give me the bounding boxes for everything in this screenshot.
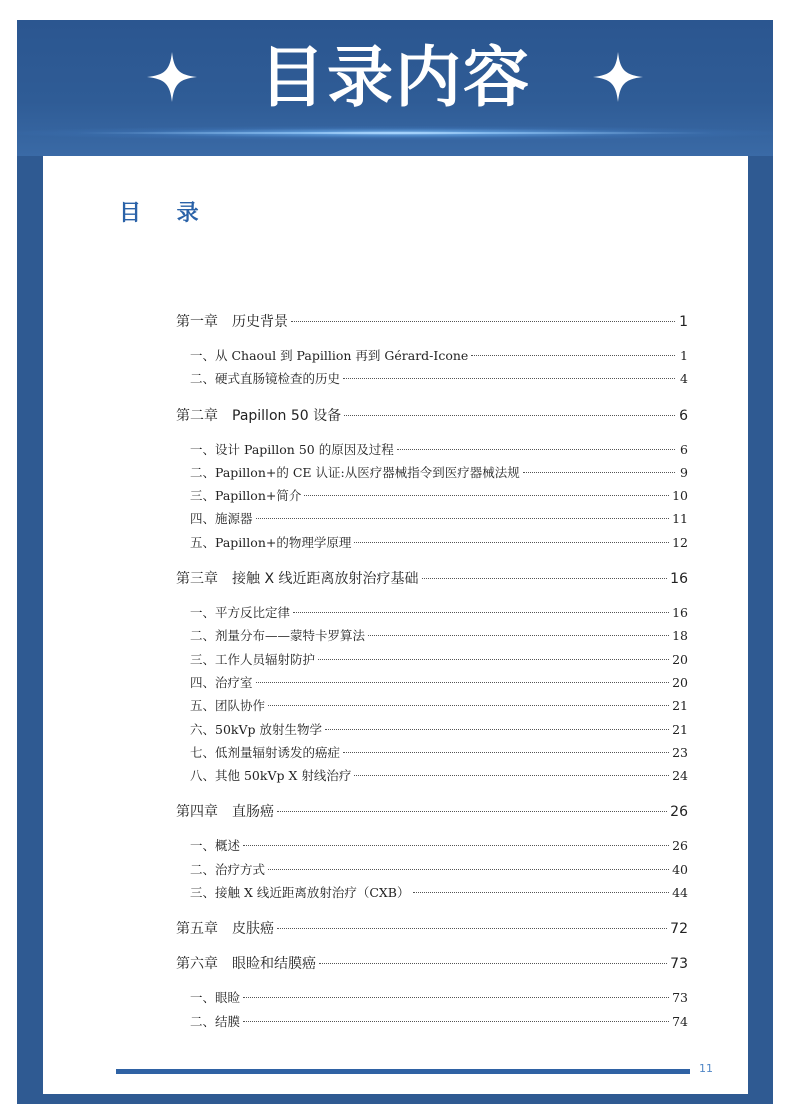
toc-section-entry[interactable]	[176, 486, 688, 509]
toc-entry-title: 四、施源器	[190, 511, 253, 527]
toc-entry-title: 二、剂量分布——蒙特卡罗算法	[190, 628, 366, 644]
toc-section-entry[interactable]	[176, 1012, 688, 1035]
toc-entry-title: 二、Papillon+的 CE 认证:从医疗器械指令到医疗器械法规	[190, 464, 520, 480]
toc-page-number: 18	[672, 628, 688, 644]
toc-entry-title: 一、设计 Papillon 50 的原因及过程	[190, 441, 394, 457]
dot-leader	[243, 1021, 669, 1022]
toc-section-entry[interactable]	[176, 883, 688, 906]
toc-section-entry[interactable]	[176, 603, 688, 626]
toc-page-number: 6	[680, 441, 688, 457]
toc-entry-title	[176, 801, 274, 821]
toc-page-number: 10	[672, 488, 688, 504]
toc-section-entry[interactable]	[176, 650, 688, 673]
toc-entry-title: 四、治疗室	[190, 674, 253, 690]
toc-page-number: 20	[672, 651, 688, 667]
toc-entry-title	[176, 405, 341, 425]
toc-entry-title: 三、Papillon+简介	[190, 488, 302, 504]
toc-section-entry[interactable]	[176, 743, 688, 766]
toc-entry-title: 五、团队协作	[190, 698, 266, 714]
page-number: 11	[699, 1062, 713, 1075]
toc-page-number: 6	[679, 407, 688, 424]
toc-page	[43, 156, 748, 1094]
dot-leader	[343, 378, 675, 379]
toc-page-number: 12	[672, 534, 688, 550]
toc-page-number: 73	[672, 990, 688, 1006]
toc-page-number: 26	[670, 804, 688, 821]
toc-entry-title	[176, 953, 316, 973]
page-heading: 目 录	[119, 200, 213, 226]
toc-page-number: 72	[670, 921, 688, 938]
dot-leader	[523, 472, 675, 473]
toc-entry-title	[176, 311, 288, 331]
chapter-title: 接触 X 线近距离放射治疗基础	[232, 571, 419, 588]
toc-section-entry[interactable]	[176, 720, 688, 743]
toc-page-number: 74	[672, 1013, 688, 1029]
toc-entry-title: 一、平方反比定律	[190, 605, 291, 621]
dot-leader	[354, 775, 669, 776]
toc-page-number: 11	[672, 511, 688, 527]
dot-leader	[344, 415, 675, 416]
toc-entry-title: 二、结膜	[190, 1013, 241, 1029]
toc-entry-title	[176, 568, 419, 588]
toc-entry-title: 二、治疗方式	[190, 861, 266, 877]
dot-leader	[319, 963, 667, 964]
toc-entry-title: 六、50kVp 放射生物学	[190, 721, 322, 737]
dot-leader	[304, 495, 669, 496]
chapter-title: Papillon 50 设备	[232, 407, 342, 424]
dot-leader	[397, 449, 675, 450]
dot-leader	[256, 682, 670, 683]
dot-leader	[368, 635, 669, 636]
toc-page-number: 23	[672, 744, 688, 760]
toc-section-entry[interactable]	[176, 988, 688, 1011]
toc-chapter-entry[interactable]	[176, 568, 688, 591]
toc-page-number: 1	[679, 314, 688, 330]
toc-section-entry[interactable]	[176, 836, 688, 859]
toc-page-number: 1	[680, 348, 688, 363]
toc-page-number: 16	[672, 605, 688, 621]
toc-entry-title: 一、概述	[190, 838, 241, 854]
toc-section-entry[interactable]	[176, 463, 688, 486]
toc-section-entry[interactable]	[176, 509, 688, 532]
toc-entry-title: 三、接触 X 线近距离放射治疗（CXB）	[190, 885, 410, 901]
dot-leader	[268, 869, 669, 870]
toc-entry-title: 八、其他 50kVp X 射线治疗	[190, 768, 352, 784]
chapter-title: 直肠癌	[232, 804, 274, 821]
toc-section-entry[interactable]	[176, 860, 688, 883]
toc-chapter-entry[interactable]	[176, 918, 688, 941]
toc-entry-title: 二、硬式直肠镜检查的历史	[190, 371, 341, 387]
toc-entry-title: 七、低剂量辐射诱发的癌症	[190, 744, 341, 760]
toc-page-number: 73	[670, 956, 688, 973]
banner	[17, 20, 773, 156]
dot-leader	[243, 997, 669, 998]
toc-page-number: 4	[680, 371, 688, 387]
toc-page-number: 21	[672, 721, 688, 737]
toc-entry-title: 一、眼睑	[190, 990, 241, 1006]
toc-section-entry[interactable]	[176, 673, 688, 696]
dot-leader	[277, 811, 667, 812]
chapter-title: 皮肤癌	[232, 921, 274, 938]
toc-section-entry[interactable]	[176, 369, 688, 392]
toc-section-entry[interactable]	[176, 766, 688, 789]
chapter-number: 第五章	[176, 921, 218, 938]
toc-chapter-entry[interactable]	[176, 953, 688, 976]
dot-leader	[291, 321, 675, 322]
toc-entry-title: 五、Papillon+的物理学原理	[190, 534, 352, 550]
toc-section-entry[interactable]	[176, 696, 688, 719]
dot-leader	[243, 845, 669, 846]
chapter-number: 第四章	[176, 804, 218, 821]
dot-leader	[325, 729, 669, 730]
dot-leader	[318, 659, 669, 660]
table-of-contents	[176, 311, 688, 1035]
chapter-number: 第一章	[176, 314, 218, 330]
dot-leader	[293, 612, 669, 613]
toc-section-entry[interactable]	[176, 533, 688, 556]
toc-page-number: 40	[672, 861, 688, 877]
toc-entry-title: 三、工作人员辐射防护	[190, 651, 316, 667]
footer-bar	[116, 1069, 690, 1074]
dot-leader	[268, 705, 669, 706]
toc-page-number: 21	[672, 698, 688, 714]
toc-section-entry[interactable]	[176, 440, 688, 463]
chapter-title: 历史背景	[232, 314, 288, 330]
toc-entry-title	[176, 918, 274, 938]
dot-leader	[471, 355, 675, 356]
chapter-number: 第六章	[176, 956, 218, 973]
toc-page-number: 44	[672, 885, 688, 901]
dot-leader	[256, 518, 670, 519]
toc-chapter-entry[interactable]	[176, 801, 688, 824]
dot-leader	[343, 752, 669, 753]
toc-page-number: 26	[672, 838, 688, 854]
sparkle-star-icon	[591, 50, 645, 104]
dot-leader	[354, 542, 669, 543]
toc-page-number: 16	[670, 571, 688, 588]
toc-section-entry[interactable]	[176, 626, 688, 649]
toc-page-number: 24	[672, 768, 688, 784]
toc-section-entry[interactable]	[176, 346, 688, 369]
chapter-title: 眼睑和结膜癌	[232, 956, 316, 973]
dot-leader	[413, 892, 670, 893]
toc-entry-title: 一、从 Chaoul 到 Papillion 再到 Gérard-Icone	[190, 348, 469, 363]
toc-chapter-entry[interactable]	[176, 311, 688, 334]
toc-page-number: 9	[680, 464, 688, 480]
dot-leader	[277, 928, 667, 929]
chapter-number: 第三章	[176, 571, 218, 588]
toc-page-number: 20	[672, 674, 688, 690]
banner-glow-line	[77, 132, 713, 134]
dot-leader	[422, 578, 668, 579]
chapter-number: 第二章	[176, 407, 218, 424]
banner-title: 目录内容	[259, 39, 531, 116]
toc-chapter-entry[interactable]	[176, 405, 688, 428]
